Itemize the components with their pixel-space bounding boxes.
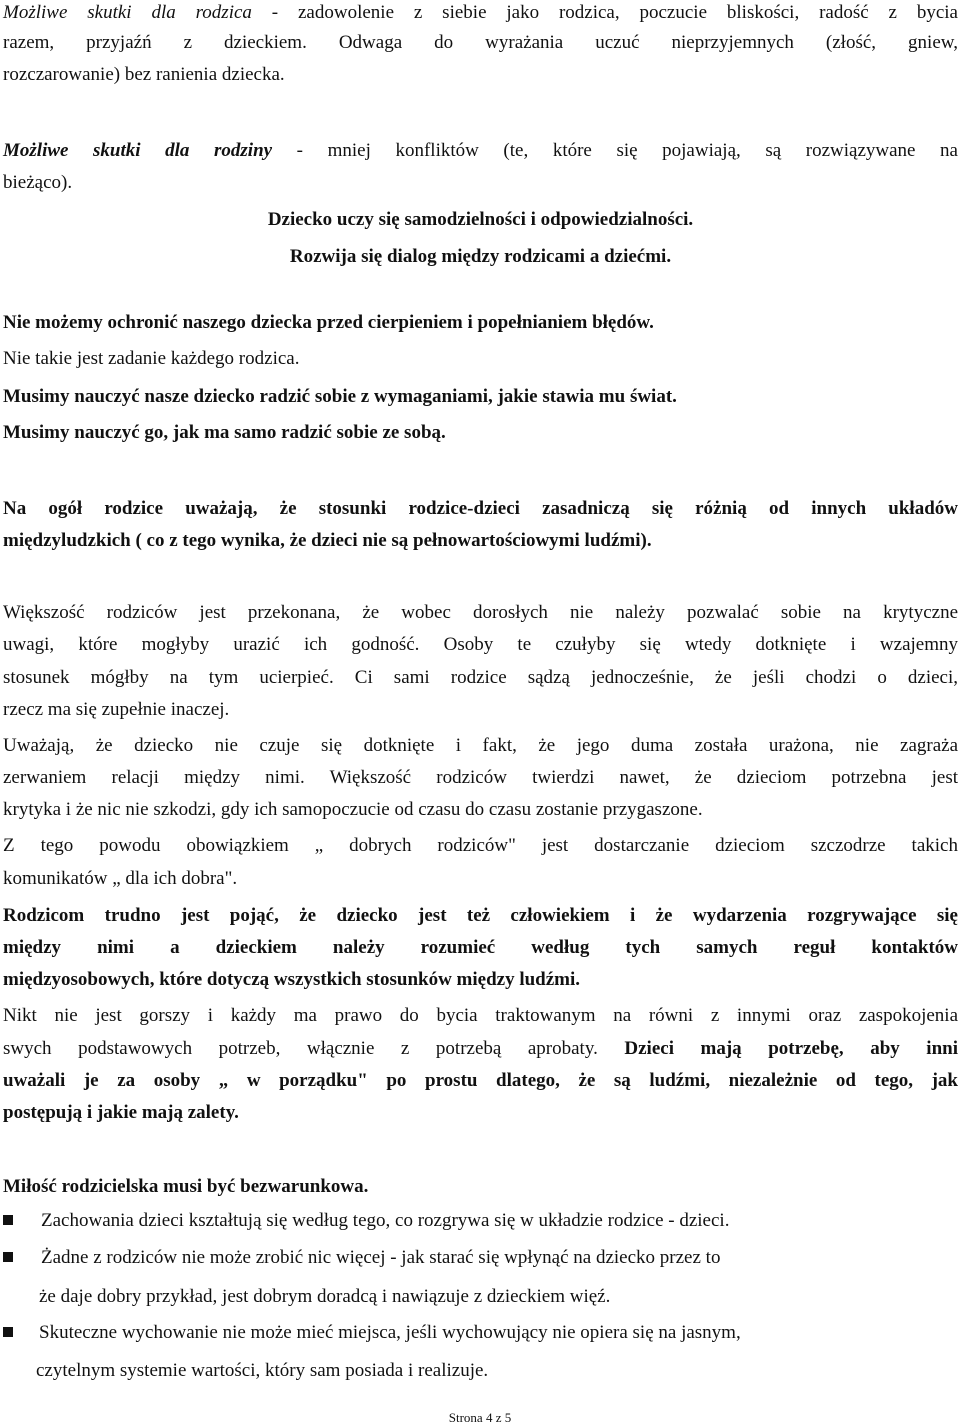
paragraph-line: Większość rodziców jest przekonana, że wobec dorosłych nie należy pozwalać sobie na krytyczne (3, 602, 958, 623)
square-bullet-icon (3, 1327, 13, 1337)
paragraph-line: razem, przyjaźń z dzieckiem. Odwaga do wyrażania uczuć nieprzyjemnych (złość, gniew, (3, 32, 958, 53)
paragraph-line: międzyludzkich ( co z tego wynika, że dzieci nie są pełnowartościowymi ludźmi). (3, 530, 652, 551)
paragraph-line: bieżąco). (3, 172, 73, 193)
bullet-text: Żadne z rodziców nie może zrobić nic więcej - jak starać się wpłynąć na dziecko przez to (41, 1247, 721, 1268)
centered-line: Dziecko uczy się samodzielności i odpowiedzialności. (267, 209, 694, 230)
page-footer: Strona 4 z 5 (448, 1410, 512, 1425)
paragraph-line: zerwaniem relacji między nimi. Większość rodziców twierdzi nawet, że dzieciom potrzebna jest (3, 767, 958, 788)
paragraph-line (3, 138, 958, 164)
paragraph-line (3, 0, 958, 26)
paragraph-line: Musimy nauczyć go, jak ma samo radzić sobie ze sobą. (3, 422, 446, 443)
paragraph-line: uwagi, które mogłyby urazić ich godność. Osoby te czułyby się wtedy dotknięte i wzajemny (3, 634, 958, 655)
paragraph-line: Musimy nauczyć nasze dziecko radzić sobie z wymaganiami, jakie stawia mu świat. (3, 386, 677, 407)
text-span: - mniej konfliktów (te, które się pojawiają, są rozwiązywane na (272, 140, 958, 161)
paragraph-line: komunikatów „ dla ich dobra". (3, 868, 238, 889)
centered-line: Rozwija się dialog między rodzicami a dziećmi. (289, 246, 672, 267)
paragraph-line: rozczarowanie) bez ranienia dziecka. (3, 64, 285, 85)
bullet-text: czytelnym systemie wartości, który sam posiada i realizuje. (36, 1360, 489, 1381)
paragraph-line: Nikt nie jest gorszy i każdy ma prawo do bycia traktowanym na równi z innymi oraz zaspokojenia (3, 1005, 958, 1026)
paragraph-line: międzyosobowych, które dotyczą wszystkich stosunków między ludźmi. (3, 969, 581, 990)
bullet-text: Zachowania dzieci kształtują się według tego, co rozgrywa się w układzie rodzice - dzieci. (41, 1210, 730, 1231)
paragraph-line: Rodzicom trudno jest pojąć, że dziecko jest też człowiekiem i że wydarzenia rozgrywające się (3, 905, 958, 926)
paragraph-line: Uważają, że dziecko nie czuje się dotknięte i fakt, że jego duma została urażona, nie zagraża (3, 735, 958, 756)
paragraph-line: rzecz ma się zupełnie inaczej. (3, 699, 230, 720)
square-bullet-icon (3, 1215, 13, 1225)
section-heading: Miłość rodzicielska musi być bezwarunkowa. (3, 1176, 369, 1197)
paragraph-line: między nimi a dzieckiem należy rozumieć według tych samych reguł kontaktów (3, 937, 958, 958)
paragraph-line: Z tego powodu obowiązkiem „ dobrych rodziców" jest dostarczanie dzieciom szczodrze takich (3, 835, 958, 856)
bold-italic-label: Możliwe skutki dla rodziny (3, 140, 273, 161)
paragraph-line: stosunek mógłby na tym ucierpieć. Ci sami rodzice sądzą jednocześnie, że jeśli chodzi o dzieci, (3, 667, 958, 688)
bullet-text: Skuteczne wychowanie nie może mieć miejsca, jeśli wychowujący nie opiera się na jasnym, (39, 1322, 741, 1343)
paragraph-line (3, 1036, 958, 1062)
paragraph-line: postępują i jakie mają zalety. (3, 1102, 239, 1123)
italic-label: Możliwe skutki dla rodzica (3, 2, 252, 23)
text-span: - zadowolenie z siebie jako rodzica, poczucie bliskości, radość z bycia (251, 2, 958, 23)
paragraph-line: uważali je za osoby „ w porządku" po prostu dlatego, że są ludźmi, niezależnie od tego, jak (3, 1070, 958, 1091)
text-span: swych podstawowych potrzeb, włącznie z potrzebą aprobaty. (3, 1038, 625, 1059)
square-bullet-icon (3, 1252, 13, 1262)
bullet-text: że daje dobry przykład, jest dobrym doradcą i nawiązuje z dzieckiem więź. (39, 1286, 611, 1307)
paragraph-line: krytyka i że nic nie szkodzi, gdy ich samopoczucie od czasu do czasu zostanie przygaszone. (3, 799, 703, 820)
bold-span: Dzieci mają potrzebę, aby inni (624, 1038, 958, 1059)
paragraph-line: Nie takie jest zadanie każdego rodzica. (3, 348, 300, 369)
paragraph-line: Na ogół rodzice uważają, że stosunki rodzice-dzieci zasadniczą się różnią od innych układów (3, 498, 958, 519)
paragraph-line: Nie możemy ochronić naszego dziecka przed cierpieniem i popełnianiem błędów. (3, 312, 654, 333)
